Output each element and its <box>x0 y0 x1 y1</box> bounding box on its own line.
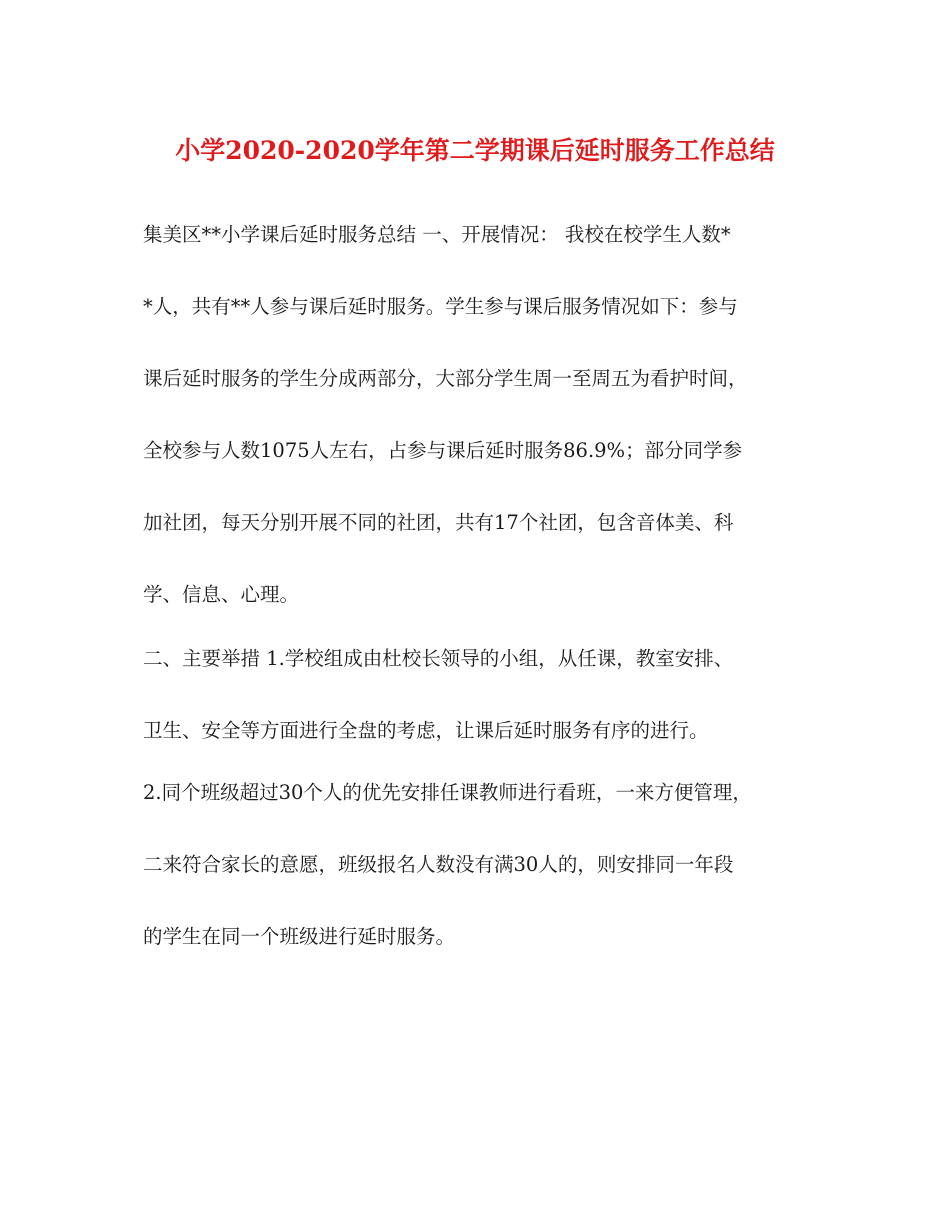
paragraph-3-line-2: 二来符合家长的意愿，班级报名人数没有满30人的，则安排同一年段 <box>143 853 734 876</box>
paragraph-2-line-1: 二、主要举措 1.学校组成由杜校长领导的小组，从任课，教室安排、 <box>143 647 734 670</box>
paragraph-3-line-3: 的学生在同一个班级进行延时服务。 <box>143 925 456 948</box>
paragraph-1-line-3: 课后延时服务的学生分成两部分，大部分学生周一至周五为看护时间， <box>143 367 748 390</box>
paragraph-1-line-2: *人，共有**人参与课后延时服务。学生参与课后服务情况如下：参与 <box>143 295 738 318</box>
paragraph-1-line-5: 加社团，每天分别开展不同的社团，共有17个社团，包含音体美、科 <box>143 511 734 534</box>
paragraph-1-line-1: 集美区**小学课后延时服务总结 一、开展情况： 我校在校学生人数* <box>143 223 731 246</box>
paragraph-3-line-1: 2.同个班级超过30个人的优先安排任课教师进行看班，一来方便管理， <box>143 781 752 804</box>
paragraph-1-line-6: 学、信息、心理。 <box>143 583 300 606</box>
paragraph-1-line-4: 全校参与人数1075人左右，占参与课后延时服务86.9%；部分同学参 <box>143 439 743 462</box>
document-title: 小学2020-2020学年第二学期课后延时服务工作总结 <box>175 136 775 165</box>
paragraph-2-line-2: 卫生、安全等方面进行全盘的考虑，让课后延时服务有序的进行。 <box>143 719 709 742</box>
